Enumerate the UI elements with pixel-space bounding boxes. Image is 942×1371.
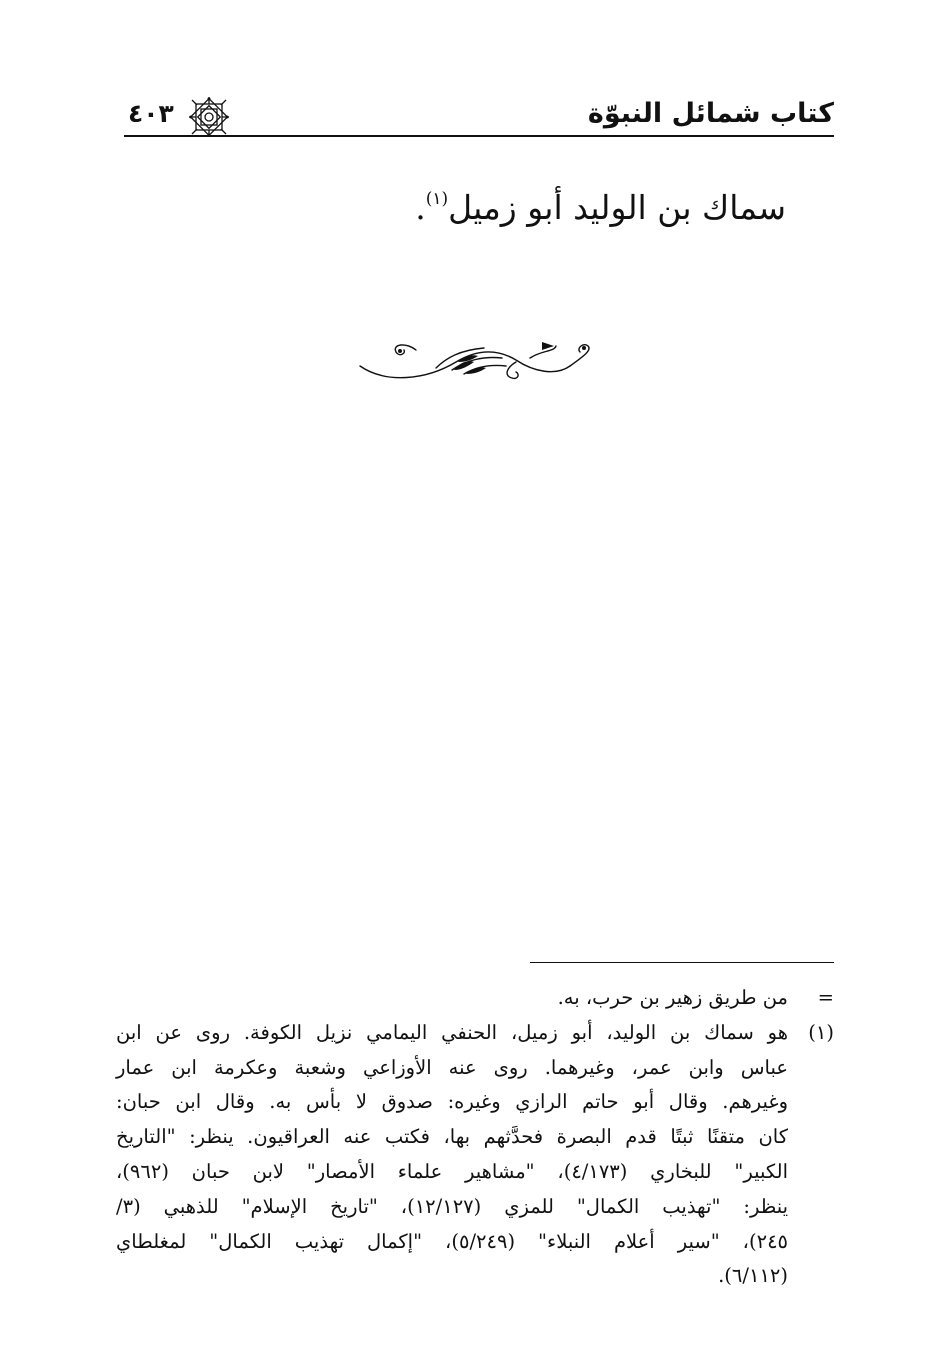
continuation-text: من طريق زهير بن حرب، به.: [557, 986, 788, 1009]
floral-divider-icon: [356, 340, 596, 384]
page-number: ٤٠٣: [128, 99, 174, 128]
header-rule: [124, 135, 834, 137]
footnote-reference: (١): [425, 189, 449, 209]
footnote-1-line: كان متقنًا ثبتًا قدم البصرة فحدَّثهم بها، فكتب عنه العراقيون. ينظر: "التاريخ: [116, 1125, 788, 1149]
footnote-1-line: (٦/١١٢).: [718, 1264, 788, 1288]
footnote-separator: [530, 962, 834, 963]
footnote-1-line: ٢٤٥)، "سير أعلام النبلاء" (٥/٢٤٩)، "إكمال تهذيب الكمال" لمغلطاي: [116, 1229, 789, 1253]
footnote-1-line: هو سماك بن الوليد، أبو زميل، الحنفي اليمامي نزيل الكوفة. روى عن ابن: [116, 1020, 788, 1044]
footnote-1-marker: (١): [808, 1020, 834, 1044]
continuation-marker: =: [817, 986, 834, 1009]
footnote-continuation: [116, 981, 834, 1016]
footnotes: [116, 981, 834, 1294]
main-text-line: [415, 182, 786, 234]
octagram-ornament-icon: [188, 96, 230, 138]
footnote-1-line: عباس وابن عمر، وغيرهما. روى عنه الأوزاعي وشعبة وعكرمة ابن عمار: [116, 1055, 788, 1079]
running-header-title: كتاب شمائل النبوّة: [587, 98, 834, 129]
footnote-1: [116, 1016, 834, 1294]
end-punctuation: .: [415, 188, 426, 227]
footnote-1-line: ينظر: "تهذيب الكمال" للمزي (١٢/١٢٧)، "تاريخ الإسلام" للذهبي (٣/: [116, 1194, 789, 1218]
narrator-name: سماك بن الوليد أبو زميل: [448, 188, 786, 227]
footnote-1-line: وغيرهم. وقال أبو حاتم الرازي وغيره: صدوق لا بأس به. وقال ابن حبان:: [116, 1090, 788, 1114]
footnote-1-line: الكبير" للبخاري (٤/١٧٣)، "مشاهير علماء الأمصار" لابن حبان (٩٦٢)،: [116, 1159, 789, 1183]
